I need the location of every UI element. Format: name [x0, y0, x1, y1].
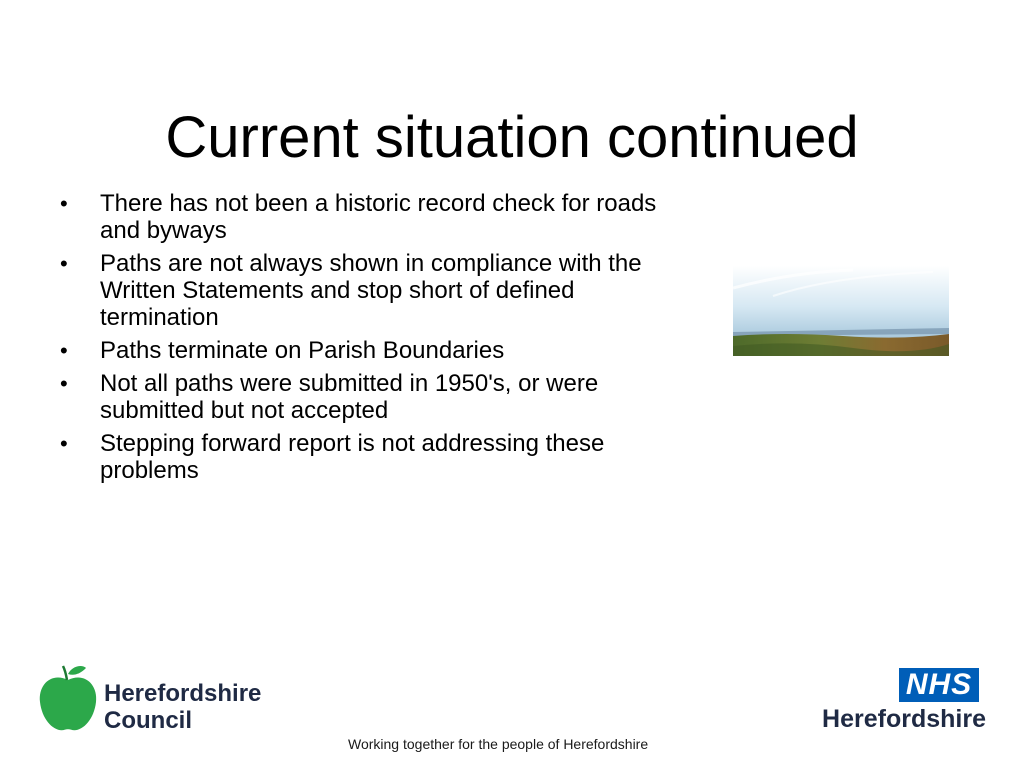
slide-title: Current situation continued	[165, 105, 859, 170]
council-name	[104, 680, 324, 734]
bullet-item	[58, 430, 678, 484]
bullet-marker: •	[60, 431, 68, 456]
council-name-line1: Herefordshire	[104, 680, 262, 707]
bullet-marker: •	[60, 251, 68, 276]
bullet-text: There has not been a historic record check for roads and byways	[100, 190, 657, 244]
bullet-marker: •	[60, 191, 68, 216]
bullet-marker: •	[60, 371, 68, 396]
bullet-text: Paths terminate on Parish Boundaries	[100, 337, 505, 364]
footer-tagline: Working together for the people of Herefordshire	[348, 736, 649, 752]
bullet-item	[58, 370, 678, 424]
nhs-badge: NHS	[899, 668, 979, 702]
bullet-item	[58, 250, 678, 331]
bullet-text: Paths are not always shown in compliance with the Written Statements and stop short of defined termination	[100, 250, 642, 331]
bullet-text: Not all paths were submitted in 1950's, or were submitted but not accepted	[100, 370, 599, 424]
nhs-region: Herefordshire	[822, 705, 986, 733]
council-name-line2: Council	[104, 707, 192, 734]
bullet-text: Stepping forward report is not addressing these problems	[100, 430, 605, 484]
bullet-item	[58, 190, 678, 244]
bullet-list	[58, 190, 678, 490]
landscape-photo	[733, 266, 949, 356]
bullet-marker: •	[60, 338, 68, 363]
apple-logo-icon	[38, 662, 98, 734]
bullet-item	[58, 337, 678, 364]
